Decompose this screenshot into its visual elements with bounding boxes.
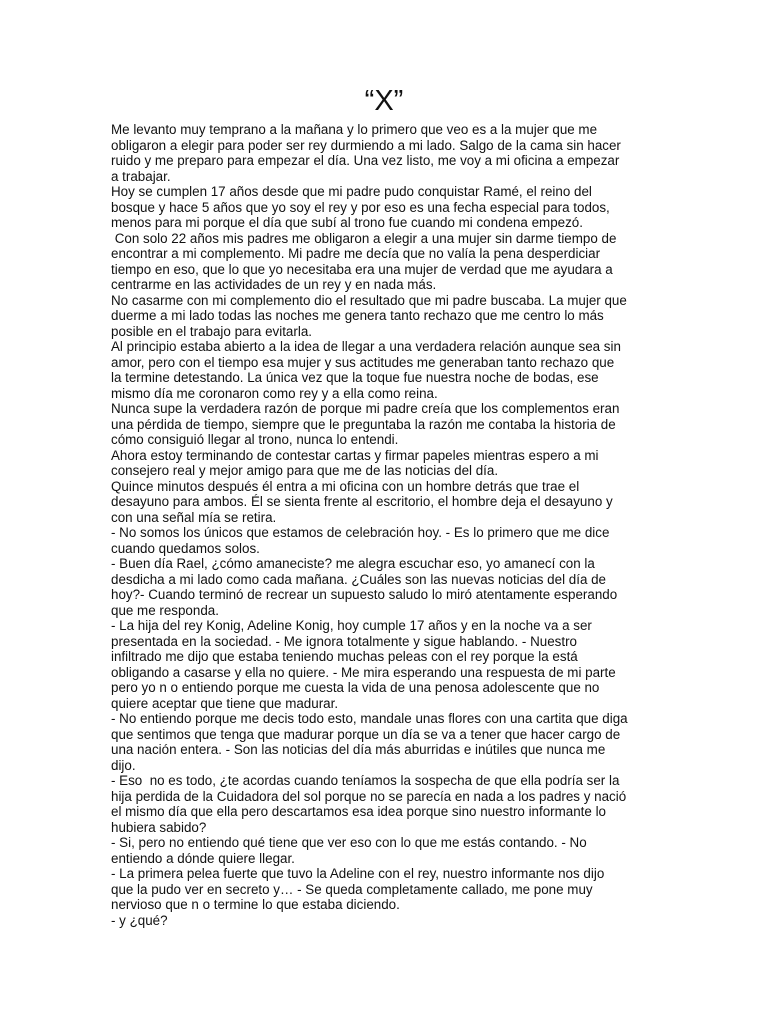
text-line: posible en el trabajo para evitarla. bbox=[111, 323, 312, 339]
text-line: hoy?- Cuando terminó de recrear un supuesto saludo lo miró atentamente esperando bbox=[111, 587, 618, 602]
document-title: “X” bbox=[364, 85, 404, 117]
text-line: amor, pero con el tiempo esa mujer y sus actitudes me generaban tanto rechazo que bbox=[111, 354, 615, 370]
text-line: - No somos los únicos que estamos de celebración hoy. - Es lo primero que me dice bbox=[111, 525, 610, 540]
text-line: bosque y hace 5 años que yo soy el rey y por eso es una fecha especial para todos, bbox=[111, 199, 610, 215]
text-line: - La hija del rey Konig, Adeline Konig, hoy cumple 17 años y en la noche va a ser bbox=[111, 618, 592, 633]
text-line: una nación entera. - Son las noticias del día más aburridas e inútiles que nunca me bbox=[111, 742, 606, 757]
text-line: Quince minutos después él entra a mi oficina con un hombre detrás que trae el bbox=[111, 478, 580, 494]
text-line: No casarme con mi complemento dio el resultado que mi padre buscaba. La mujer que bbox=[111, 292, 627, 308]
text-line: Al principio estaba abierto a la idea de llegar a una verdadera relación aunque sea sin bbox=[111, 339, 621, 354]
text-line: encontrar a mi complemento. Mi padre me decía que no valía la pena desperdiciar bbox=[111, 246, 601, 261]
text-line: menos para mi porque el día que subí al trono fue cuando mi condena empezó. bbox=[111, 215, 583, 230]
text-line: - y ¿qué? bbox=[111, 912, 168, 928]
text-line: infiltrado me dijo que estaba teniendo muchas peleas con el rey porque la está bbox=[111, 649, 578, 664]
text-line: con una señal mía se retira. bbox=[111, 509, 277, 525]
text-line: - Si, pero no entiendo qué tiene que ver eso con lo que me estás contando. - No bbox=[111, 835, 587, 850]
text-line: ruido y me preparo para empezar el día. Una vez listo, me voy a mi oficina a empezar bbox=[111, 153, 620, 168]
text-line: hija perdida de la Cuidadora del sol porque no se parecía en nada a los padres y nació bbox=[111, 788, 627, 804]
text-line: entiendo a dónde quiere llegar. bbox=[111, 850, 295, 866]
text-line: Nunca supe la verdadera razón de porque mi padre creía que los complementos eran bbox=[111, 401, 620, 416]
text-line: obligaron a elegir para poder ser rey durmiendo a mi lado. Salgo de la cama sin hacer bbox=[111, 137, 621, 153]
text-line: - Buen día Rael, ¿cómo amaneciste? me alegra escuchar eso, yo amanecí con la bbox=[111, 556, 595, 571]
text-line: obligando a casarse y ella no quiere. - Me mira esperando una respuesta de mi parte bbox=[111, 664, 616, 680]
text-line: que me responda. bbox=[111, 602, 219, 618]
text-line: la termine detestando. La única vez que la toque fue nuestra noche de bodas, ese bbox=[111, 370, 599, 385]
text-line: el mismo día que ella pero descartamos esa idea porque sino nuestro informante lo bbox=[111, 804, 606, 819]
text-line: Hoy se cumplen 17 años desde que mi padre pudo conquistar Ramé, el reino del bbox=[111, 184, 592, 199]
text-line: tiempo en eso, que lo que yo necesitaba era una mujer de verdad que me ayudara a bbox=[111, 261, 613, 277]
text-line: - No entiendo porque me decis todo esto, mandale unas flores con una cartita que diga bbox=[111, 711, 628, 726]
text-line: Me levanto muy temprano a la mañana y lo primero que veo es a la mujer que me bbox=[111, 122, 598, 137]
text-line: una pérdida de tiempo, siempre que le preguntaba la razón me contaba la historia de bbox=[111, 416, 616, 432]
text-line: - La primera pelea fuerte que tuvo la Adeline con el rey, nuestro informante nos dijo bbox=[111, 866, 605, 881]
text-line: - Eso no es todo, ¿te acordas cuando teníamos la sospecha de que ella podría ser la bbox=[111, 773, 620, 788]
text-line: desayuno para ambos. Él se sienta frente al escritorio, el hombre deja el desayuno y bbox=[111, 494, 613, 509]
document-body bbox=[111, 122, 671, 928]
text-line: nervioso que n o termine lo que estaba diciendo. bbox=[111, 897, 400, 912]
text-line: centrarme en las actividades de un rey y en nada más. bbox=[111, 277, 437, 292]
text-line: desdicha a mi lado como cada mañana. ¿Cuáles son las nuevas noticias del día de bbox=[111, 571, 607, 587]
text-line: Con solo 22 años mis padres me obligaron a elegir a una mujer sin darme tiempo de bbox=[111, 230, 617, 246]
text-line: consejero real y mejor amigo para que me de las noticias del día. bbox=[111, 463, 499, 478]
text-line: cuando quedamos solos. bbox=[111, 540, 260, 556]
text-line: cómo consiguió llegar al trono, nunca lo entendi. bbox=[111, 432, 399, 447]
text-line: quiere aceptar que tiene que madurar. bbox=[111, 695, 339, 711]
text-line: a trabajar. bbox=[111, 168, 171, 184]
text-line: presentada en la sociedad. - Me ignora totalmente y sigue hablando. - Nuestro bbox=[111, 633, 577, 649]
text-line: mismo día me coronaron como rey y a ella como reina. bbox=[111, 385, 438, 401]
text-line: que la pudo ver en secreto y… - Se queda completamente callado, me pone muy bbox=[111, 881, 593, 897]
text-line: pero yo n o entiendo porque me cuesta la vida de una penosa adolescente que no bbox=[111, 680, 600, 695]
text-line: hubiera sabido? bbox=[111, 819, 207, 835]
text-line: duerme a mi lado todas las noches me genera tanto rechazo que me centro lo más bbox=[111, 308, 604, 323]
text-line: que sentimos que tenga que madurar porque un día se va a tener que hacer cargo de bbox=[111, 726, 621, 742]
text-line: Ahora estoy terminando de contestar cartas y firmar papeles mientras espero a mi bbox=[111, 447, 599, 463]
text-line: dijo. bbox=[111, 757, 136, 773]
